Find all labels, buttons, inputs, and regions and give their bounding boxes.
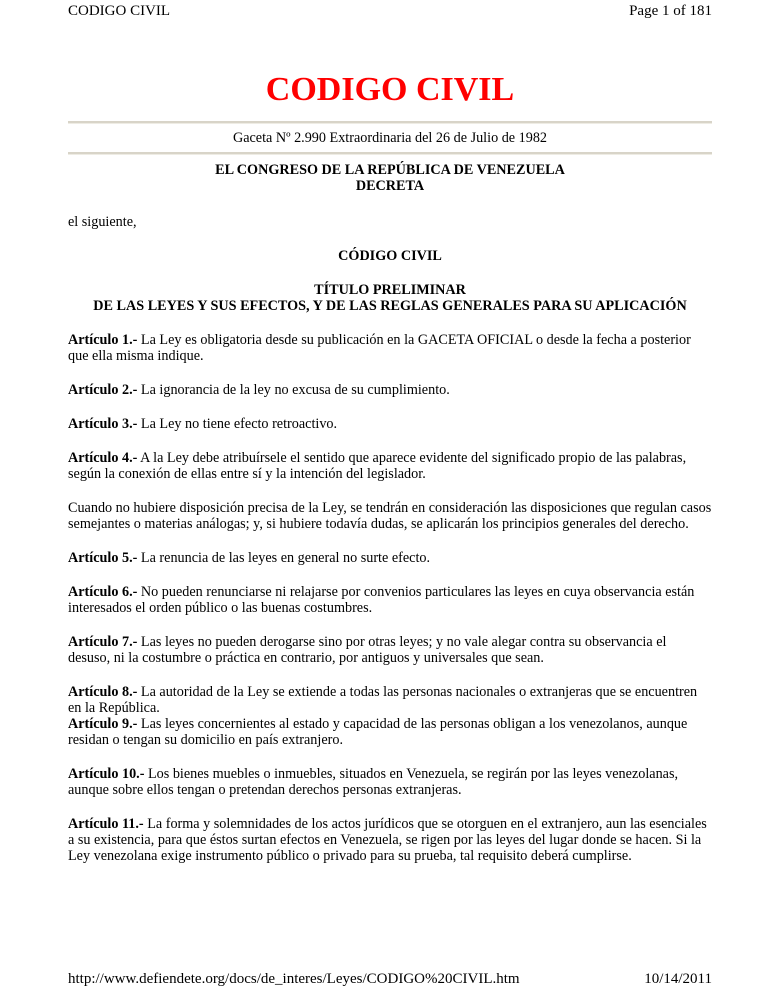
article-label: Artículo 3.- xyxy=(68,416,138,432)
article-text: Las leyes no pueden derogarse sino por otras leyes; y no vale alegar contra su observancia el desuso, ni la costumbre o práctica en contrario, por antiguos y universales que sean. xyxy=(68,634,667,666)
document-body xyxy=(68,70,712,882)
header-doc-title: CODIGO CIVIL xyxy=(68,3,171,19)
article-text: Cuando no hubiere disposición precisa de la Ley, se tendrán en consideración las disposiciones que regulan casos semejantes o materias análogas; y, si hubiere todavía dudas, se aplicarán los principios generales del derecho. xyxy=(68,500,712,532)
article-text: La autoridad de la Ley se extiende a todas las personas nacionales o extranjeras que se encuentren en la República. xyxy=(68,684,698,716)
article-label: Artículo 1.- xyxy=(68,332,138,348)
article-4 xyxy=(68,450,712,482)
footer-url: http://www.defiendete.org/docs/de_interes/Leyes/CODIGO%20CIVIL.htm xyxy=(68,971,520,987)
article-2 xyxy=(68,382,712,398)
congreso-heading: EL CONGRESO DE LA REPÚBLICA DE VENEZUELA xyxy=(215,162,565,178)
article-8-9 xyxy=(68,684,712,748)
article-label: Artículo 7.- xyxy=(68,634,138,650)
article-text: La renuncia de las leyes en general no surte efecto. xyxy=(137,550,431,566)
article-text: Los bienes muebles o inmuebles, situados en Venezuela, se regirán por las leyes venezolanas, aunque sobre ellos tengan o pretendan derechos personas extranjeras. xyxy=(68,766,679,798)
titulo-heading xyxy=(68,282,712,314)
article-text: La forma y solemnidades de los actos jurídicos que se otorguen en el extranjero, aun las esenciales a su existencia, para que éstos surtan efectos en Venezuela, se rigen por las leyes del lugar donde se hacen. Si la Ley venezolana exige instrumento público o privado para su prueba, tal requisito deberá cumplirse. xyxy=(68,816,707,864)
article-label: Artículo 11.- xyxy=(68,816,144,832)
article-text: No pueden renunciarse ni relajarse por convenios particulares las leyes en cuya observancia están interesados el orden público o las buenas costumbres. xyxy=(68,584,695,616)
article-6 xyxy=(68,584,712,616)
article-text: A la Ley debe atribuírsele el sentido que aparece evidente del significado propio de las palabras, según la conexión de ellas entre sí y la intención del legislador. xyxy=(68,450,687,482)
article-label: Artículo 8.- xyxy=(68,684,138,700)
page-title: CODIGO CIVIL xyxy=(265,71,515,108)
article-11 xyxy=(68,816,712,864)
article-1 xyxy=(68,332,712,364)
article-5 xyxy=(68,550,712,566)
divider xyxy=(68,152,712,155)
header-page-number: Page 1 of 181 xyxy=(629,3,712,19)
article-label: Artículo 10.- xyxy=(68,766,145,782)
article-text: La Ley no tiene efecto retroactivo. xyxy=(137,416,338,432)
intro-text: el siguiente, xyxy=(68,214,137,230)
article-label: Artículo 5.- xyxy=(68,550,138,566)
article-label: Artículo 2.- xyxy=(68,382,138,398)
article-text: La Ley es obligatoria desde su publicación en la GACETA OFICIAL o desde la fecha a posterior que ella misma indique. xyxy=(68,332,691,364)
gaceta-line: Gaceta Nº 2.990 Extraordinaria del 26 de Julio de 1982 xyxy=(232,130,548,146)
article-text: Las leyes concernientes al estado y capacidad de las personas obligan a los venezolanos, aunque residan o tengan su domicilio en país extranjero. xyxy=(68,716,688,748)
codigo-heading: CÓDIGO CIVIL xyxy=(338,248,442,264)
article-text: La ignorancia de la ley no excusa de su cumplimiento. xyxy=(137,382,450,398)
divider xyxy=(68,121,712,124)
article-7 xyxy=(68,634,712,666)
titulo-line1: TÍTULO PRELIMINAR xyxy=(314,282,466,298)
article-3 xyxy=(68,416,712,432)
article-label: Artículo 4.- xyxy=(68,450,138,466)
article-label: Artículo 6.- xyxy=(68,584,138,600)
article-10 xyxy=(68,766,712,798)
decreta-heading: DECRETA xyxy=(355,178,425,194)
footer-date: 10/14/2011 xyxy=(644,971,712,987)
titulo-line2: DE LAS LEYES Y SUS EFECTOS, Y DE LAS REGLAS GENERALES PARA SU APLICACIÓN xyxy=(93,298,687,314)
article-4-paragraph-2 xyxy=(68,500,712,532)
article-label: Artículo 9.- xyxy=(68,716,138,732)
